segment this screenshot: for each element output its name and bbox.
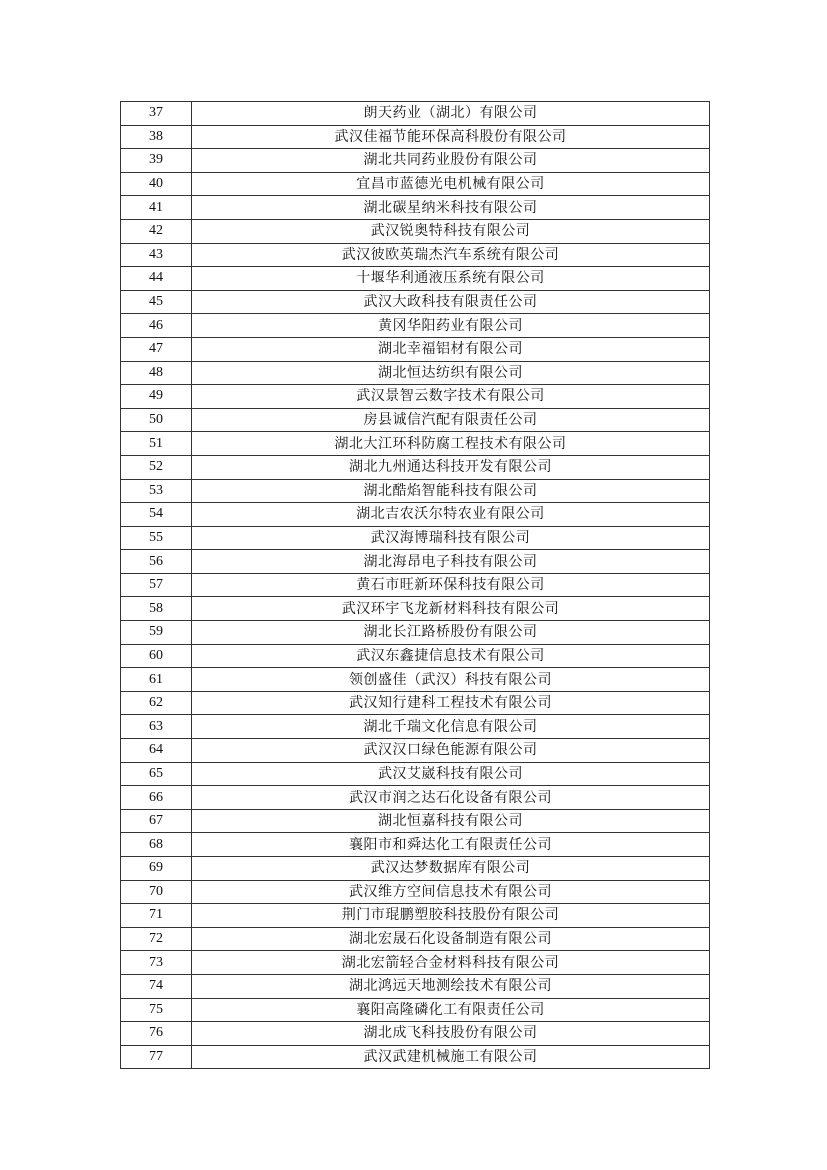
table-row (121, 408, 710, 432)
table-row (121, 644, 710, 668)
table-row (121, 455, 710, 479)
company-name: 武汉知行建科工程技术有限公司 (192, 691, 710, 715)
company-name: 武汉海博瑞科技有限公司 (192, 526, 710, 550)
company-name: 湖北成飞科技股份有限公司 (192, 1022, 710, 1046)
table-row (121, 172, 710, 196)
company-name: 武汉环宇飞龙新材料科技有限公司 (192, 597, 710, 621)
row-number: 57 (121, 573, 192, 597)
table-row (121, 880, 710, 904)
company-name: 武汉艾崴科技有限公司 (192, 762, 710, 786)
row-number: 74 (121, 974, 192, 998)
company-name: 湖北大江环科防腐工程技术有限公司 (192, 432, 710, 456)
table-row (121, 243, 710, 267)
table-row (121, 927, 710, 951)
company-name: 武汉彼欧英瑞杰汽车系统有限公司 (192, 243, 710, 267)
company-name: 武汉大政科技有限责任公司 (192, 290, 710, 314)
row-number: 39 (121, 149, 192, 173)
company-name: 房县诚信汽配有限责任公司 (192, 408, 710, 432)
company-list-body (121, 102, 710, 1069)
company-name: 武汉锐奥特科技有限公司 (192, 219, 710, 243)
row-number: 60 (121, 644, 192, 668)
company-name: 武汉维方空间信息技术有限公司 (192, 880, 710, 904)
row-number: 67 (121, 809, 192, 833)
row-number: 47 (121, 337, 192, 361)
table-row (121, 974, 710, 998)
company-name: 湖北吉农沃尔特农业有限公司 (192, 503, 710, 527)
table-row (121, 621, 710, 645)
company-name: 武汉达梦数据库有限公司 (192, 857, 710, 881)
row-number: 62 (121, 691, 192, 715)
table-row (121, 857, 710, 881)
table-row (121, 149, 710, 173)
company-name: 荆门市琨鹏塑胶科技股份有限公司 (192, 904, 710, 928)
row-number: 37 (121, 102, 192, 126)
row-number: 44 (121, 267, 192, 291)
company-name: 湖北共同药业股份有限公司 (192, 149, 710, 173)
company-name: 湖北恒达纺织有限公司 (192, 361, 710, 385)
company-name: 武汉市润之达石化设备有限公司 (192, 786, 710, 810)
company-name: 湖北恒嘉科技有限公司 (192, 809, 710, 833)
table-row (121, 196, 710, 220)
table-row (121, 102, 710, 126)
row-number: 48 (121, 361, 192, 385)
table-row (121, 479, 710, 503)
company-name: 襄阳市和舜达化工有限责任公司 (192, 833, 710, 857)
company-name: 领创盛佳（武汉）科技有限公司 (192, 668, 710, 692)
company-name: 湖北酷焰智能科技有限公司 (192, 479, 710, 503)
table-row (121, 432, 710, 456)
table-row (121, 1022, 710, 1046)
company-name: 湖北海昂电子科技有限公司 (192, 550, 710, 574)
company-name: 十堰华利通液压系统有限公司 (192, 267, 710, 291)
row-number: 73 (121, 951, 192, 975)
table-row (121, 998, 710, 1022)
row-number: 52 (121, 455, 192, 479)
company-name: 武汉汉口绿色能源有限公司 (192, 739, 710, 763)
row-number: 45 (121, 290, 192, 314)
company-name: 武汉景智云数字技术有限公司 (192, 385, 710, 409)
table-row (121, 809, 710, 833)
table-row (121, 526, 710, 550)
row-number: 50 (121, 408, 192, 432)
table-row (121, 219, 710, 243)
company-name: 朗天药业（湖北）有限公司 (192, 102, 710, 126)
table-row (121, 668, 710, 692)
company-name: 武汉武建机械施工有限公司 (192, 1045, 710, 1069)
company-name: 湖北长江路桥股份有限公司 (192, 621, 710, 645)
row-number: 72 (121, 927, 192, 951)
table-row (121, 904, 710, 928)
company-name: 湖北幸福铝材有限公司 (192, 337, 710, 361)
table-row (121, 125, 710, 149)
company-list-table (120, 101, 710, 1069)
table-row (121, 833, 710, 857)
row-number: 71 (121, 904, 192, 928)
row-number: 68 (121, 833, 192, 857)
company-name: 黄冈华阳药业有限公司 (192, 314, 710, 338)
table-row (121, 573, 710, 597)
table-row (121, 361, 710, 385)
table-row (121, 385, 710, 409)
company-name: 湖北九州通达科技开发有限公司 (192, 455, 710, 479)
company-name: 湖北宏晟石化设备制造有限公司 (192, 927, 710, 951)
table-row (121, 951, 710, 975)
table-row (121, 762, 710, 786)
company-name: 武汉佳福节能环保高科股份有限公司 (192, 125, 710, 149)
company-name: 湖北宏箭轻合金材料科技有限公司 (192, 951, 710, 975)
row-number: 65 (121, 762, 192, 786)
row-number: 46 (121, 314, 192, 338)
table-row (121, 1045, 710, 1069)
table-row (121, 337, 710, 361)
company-name: 湖北鸿远天地测绘技术有限公司 (192, 974, 710, 998)
table-row (121, 503, 710, 527)
table-row (121, 267, 710, 291)
table-row (121, 786, 710, 810)
row-number: 43 (121, 243, 192, 267)
company-name: 湖北千瑞文化信息有限公司 (192, 715, 710, 739)
row-number: 53 (121, 479, 192, 503)
row-number: 56 (121, 550, 192, 574)
row-number: 40 (121, 172, 192, 196)
table-row (121, 691, 710, 715)
row-number: 51 (121, 432, 192, 456)
row-number: 42 (121, 219, 192, 243)
table-row (121, 597, 710, 621)
company-name: 宜昌市蓝德光电机械有限公司 (192, 172, 710, 196)
table-row (121, 715, 710, 739)
row-number: 61 (121, 668, 192, 692)
row-number: 66 (121, 786, 192, 810)
row-number: 55 (121, 526, 192, 550)
row-number: 63 (121, 715, 192, 739)
row-number: 38 (121, 125, 192, 149)
row-number: 64 (121, 739, 192, 763)
table-row (121, 290, 710, 314)
table-row (121, 314, 710, 338)
company-name: 黄石市旺新环保科技有限公司 (192, 573, 710, 597)
row-number: 54 (121, 503, 192, 527)
table-row (121, 550, 710, 574)
company-name: 武汉东鑫捷信息技术有限公司 (192, 644, 710, 668)
row-number: 70 (121, 880, 192, 904)
company-name: 湖北碳星纳米科技有限公司 (192, 196, 710, 220)
row-number: 69 (121, 857, 192, 881)
company-name: 襄阳高隆磷化工有限责任公司 (192, 998, 710, 1022)
row-number: 58 (121, 597, 192, 621)
row-number: 49 (121, 385, 192, 409)
row-number: 59 (121, 621, 192, 645)
table-row (121, 739, 710, 763)
row-number: 77 (121, 1045, 192, 1069)
row-number: 41 (121, 196, 192, 220)
row-number: 75 (121, 998, 192, 1022)
row-number: 76 (121, 1022, 192, 1046)
